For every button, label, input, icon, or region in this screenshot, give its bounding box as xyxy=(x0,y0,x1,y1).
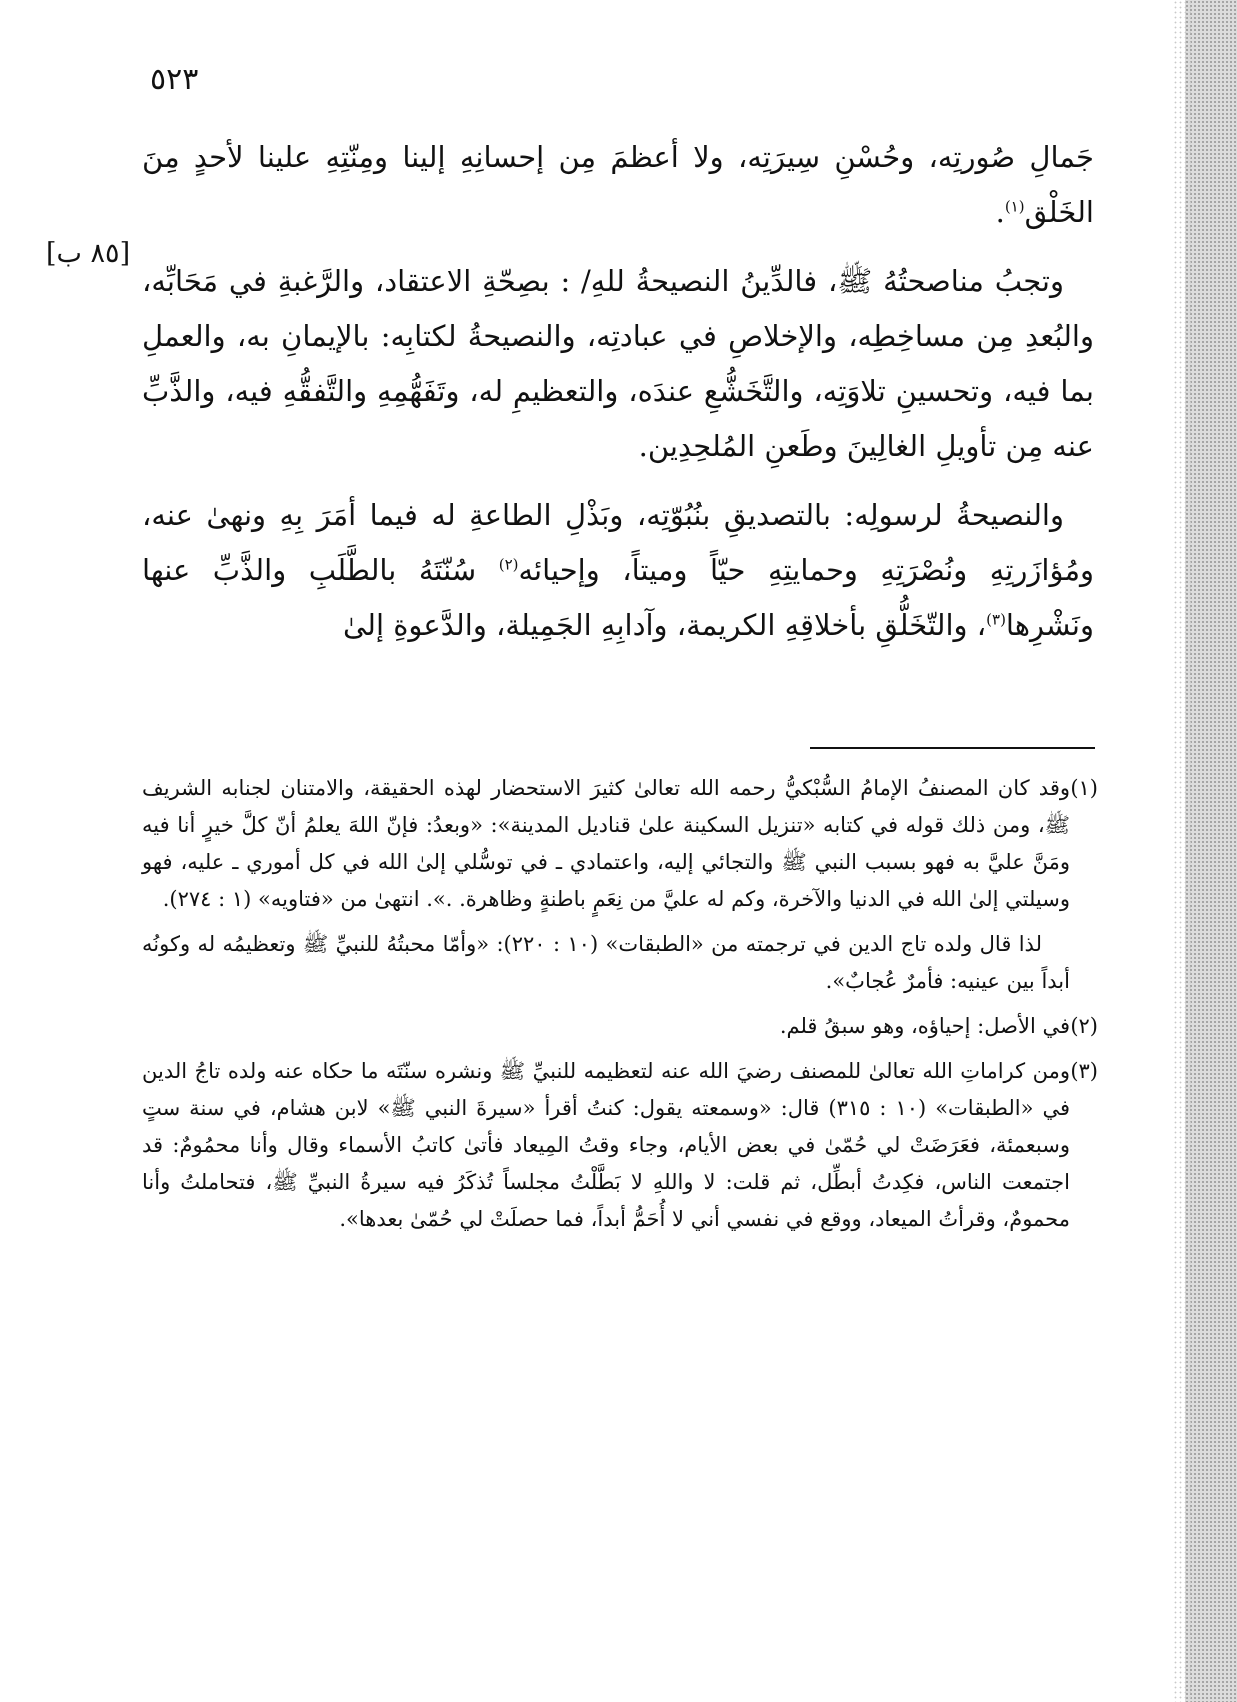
footnote-1-text: وقد كان المصنفُ الإمامُ السُّبْكيُّ رحمه الله تعالىٰ كثيرَ الاستحضار لهذه الحقيقة، والامتنان لجنابه الشريف ﷺ، ومن ذلك قوله في كتابه «تنزيل السكينة علىٰ قناديل المدينة»: «وبعدُ: فإنّ اللهَ يعلمُ أنّ كلَّ خيرٍ أنا فيه ومَنَّ عليَّ به فهو بسبب النبي ﷺ والتجائي إليه، واعتمادي ـ في توسُّلي إلىٰ الله في كل أموري ـ عليه، فهو وسيلتي إلىٰ الله في الدنيا والآخرة، وكم له عليَّ من نِعَمٍ باطنةٍ وظاهرة. .». انتهىٰ من «فتاويه» (١ : ٢٧٤). xyxy=(142,776,1070,911)
paragraph-3-text-b: سُنّتَهُ بالطَّلَبِ والذَّبِّ عنها ونَشْرِها xyxy=(142,553,1094,642)
footnote-ref-1: (١) xyxy=(1004,197,1025,216)
footnote-1-continuation: لذا قال ولده تاج الدين في ترجمته من «الطبقات» (١٠ : ٢٢٠): «وأمّا محبتُهُ للنبيِّ ﷺ وتعظيمُه له وكونُه أبداً بين عينيه: فأمرٌ عُجابٌ». xyxy=(142,932,1070,993)
footnote-3-text: ومن كراماتِ الله تعالىٰ للمصنف رضيَ الله عنه لتعظيمه للنبيِّ ﷺ ونشره سنّتَه ما حكاه عنه ولده تاجُ الدين في «الطبقات» (١٠ : ٣١٥) قال: «وسمعته يقول: كنتُ أقرأ «سيرةَ النبي ﷺ» لابن هشام، في سنة ستٍ وسبعمئة، فعَرَضَتْ لي حُمّىٰ في بعض الأيام، وجاء وقتُ المِيعاد فأتىٰ كاتبُ الأسماء وقال وأنا محمُومٌ: قد اجتمعت الناس، فكِدتُ أبطِّل، ثم قلت: لا واللهِ لا بَطَّلْتُ مجلساً تُذكَرُ فيه سيرةُ النبيِّ ﷺ، فتحاملتُ وأنا محمومٌ، وقرأتُ الميعاد، ووقع في نفسي أني لا أُحَمُّ أبداً، فما حصلَتْ لي حُمّىٰ بعدها». xyxy=(142,1059,1070,1231)
footnote-ref-3: (٣) xyxy=(986,610,1006,629)
paragraph-2: وتجبُ مناصحتُهُ ﷺ، فالدِّينُ النصيحةُ للهِ/ : بصِحّةِ الاعتقاد، والرَّغبةِ في مَحَابِّه، والبُعدِ مِن مساخِطِه، والإخلاصِ في عبادتِه، والنصيحةُ لكتابِه: بالإيمانِ به، والعملِ بما فيه، وتحسينِ تلاوَتِه، والتَّخَشُّعِ عندَه، والتعظيمِ له، وتَفَهُّمِهِ والتَّفقُّهِ فيه، والذَّبِّ عنه مِن تأويلِ الغالِينَ وطَعنِ المُلحِدِين. xyxy=(142,264,1094,463)
paragraph-1 xyxy=(142,130,1094,240)
footnote-1 xyxy=(142,770,1098,918)
paragraph-3-text-a: والنصيحةُ لرسولِه: بالتصديقِ بنُبُوّتِه، وبَذْلِ الطاعةِ له فيما أمَرَ بِهِ ونهىٰ عنه، ومُؤازَرتِهِ ونُصْرَتِهِ وحمايتِهِ حيّاً وميتاً، وإحيائه xyxy=(142,498,1094,587)
footnote-ref-2: (٢) xyxy=(498,555,519,574)
paragraph-3 xyxy=(142,488,1094,653)
footnote-separator xyxy=(810,747,1095,749)
footnote-3 xyxy=(142,1053,1098,1238)
scanned-page-edge xyxy=(1185,0,1237,1702)
footnote-3-number: (٣) xyxy=(1070,1059,1098,1083)
manuscript-folio-marker: [٨٥ ب] xyxy=(46,238,131,269)
scanned-page-edge-shadow xyxy=(1173,0,1191,1702)
paragraph-1-end: . xyxy=(995,195,1005,229)
paragraph-3-text-c: ، والتّخَلُّقِ بأخلاقِهِ الكريمة، وآدابِهِ الجَمِيلة، والدَّعوةِ إلىٰ xyxy=(342,608,987,642)
footnotes-section xyxy=(142,770,1098,1238)
main-body-text xyxy=(142,130,1094,653)
paragraph-1-text: جَمالِ صُورتِه، وحُسْنِ سِيرَتِه، ولا أعظمَ مِن إحسانِهِ إلينا ومِنّتِهِ علينا لأحدٍ مِنَ الخَلْق xyxy=(142,140,1094,229)
footnote-2-number: (٢) xyxy=(1070,1014,1098,1038)
page-number: ٥٢٣ xyxy=(150,62,199,97)
footnote-1-number: (١) xyxy=(1070,776,1098,800)
footnote-2-text: في الأصل: إحياؤه، وهو سبقُ قلم. xyxy=(779,1014,1070,1038)
footnote-2 xyxy=(142,1008,1098,1045)
